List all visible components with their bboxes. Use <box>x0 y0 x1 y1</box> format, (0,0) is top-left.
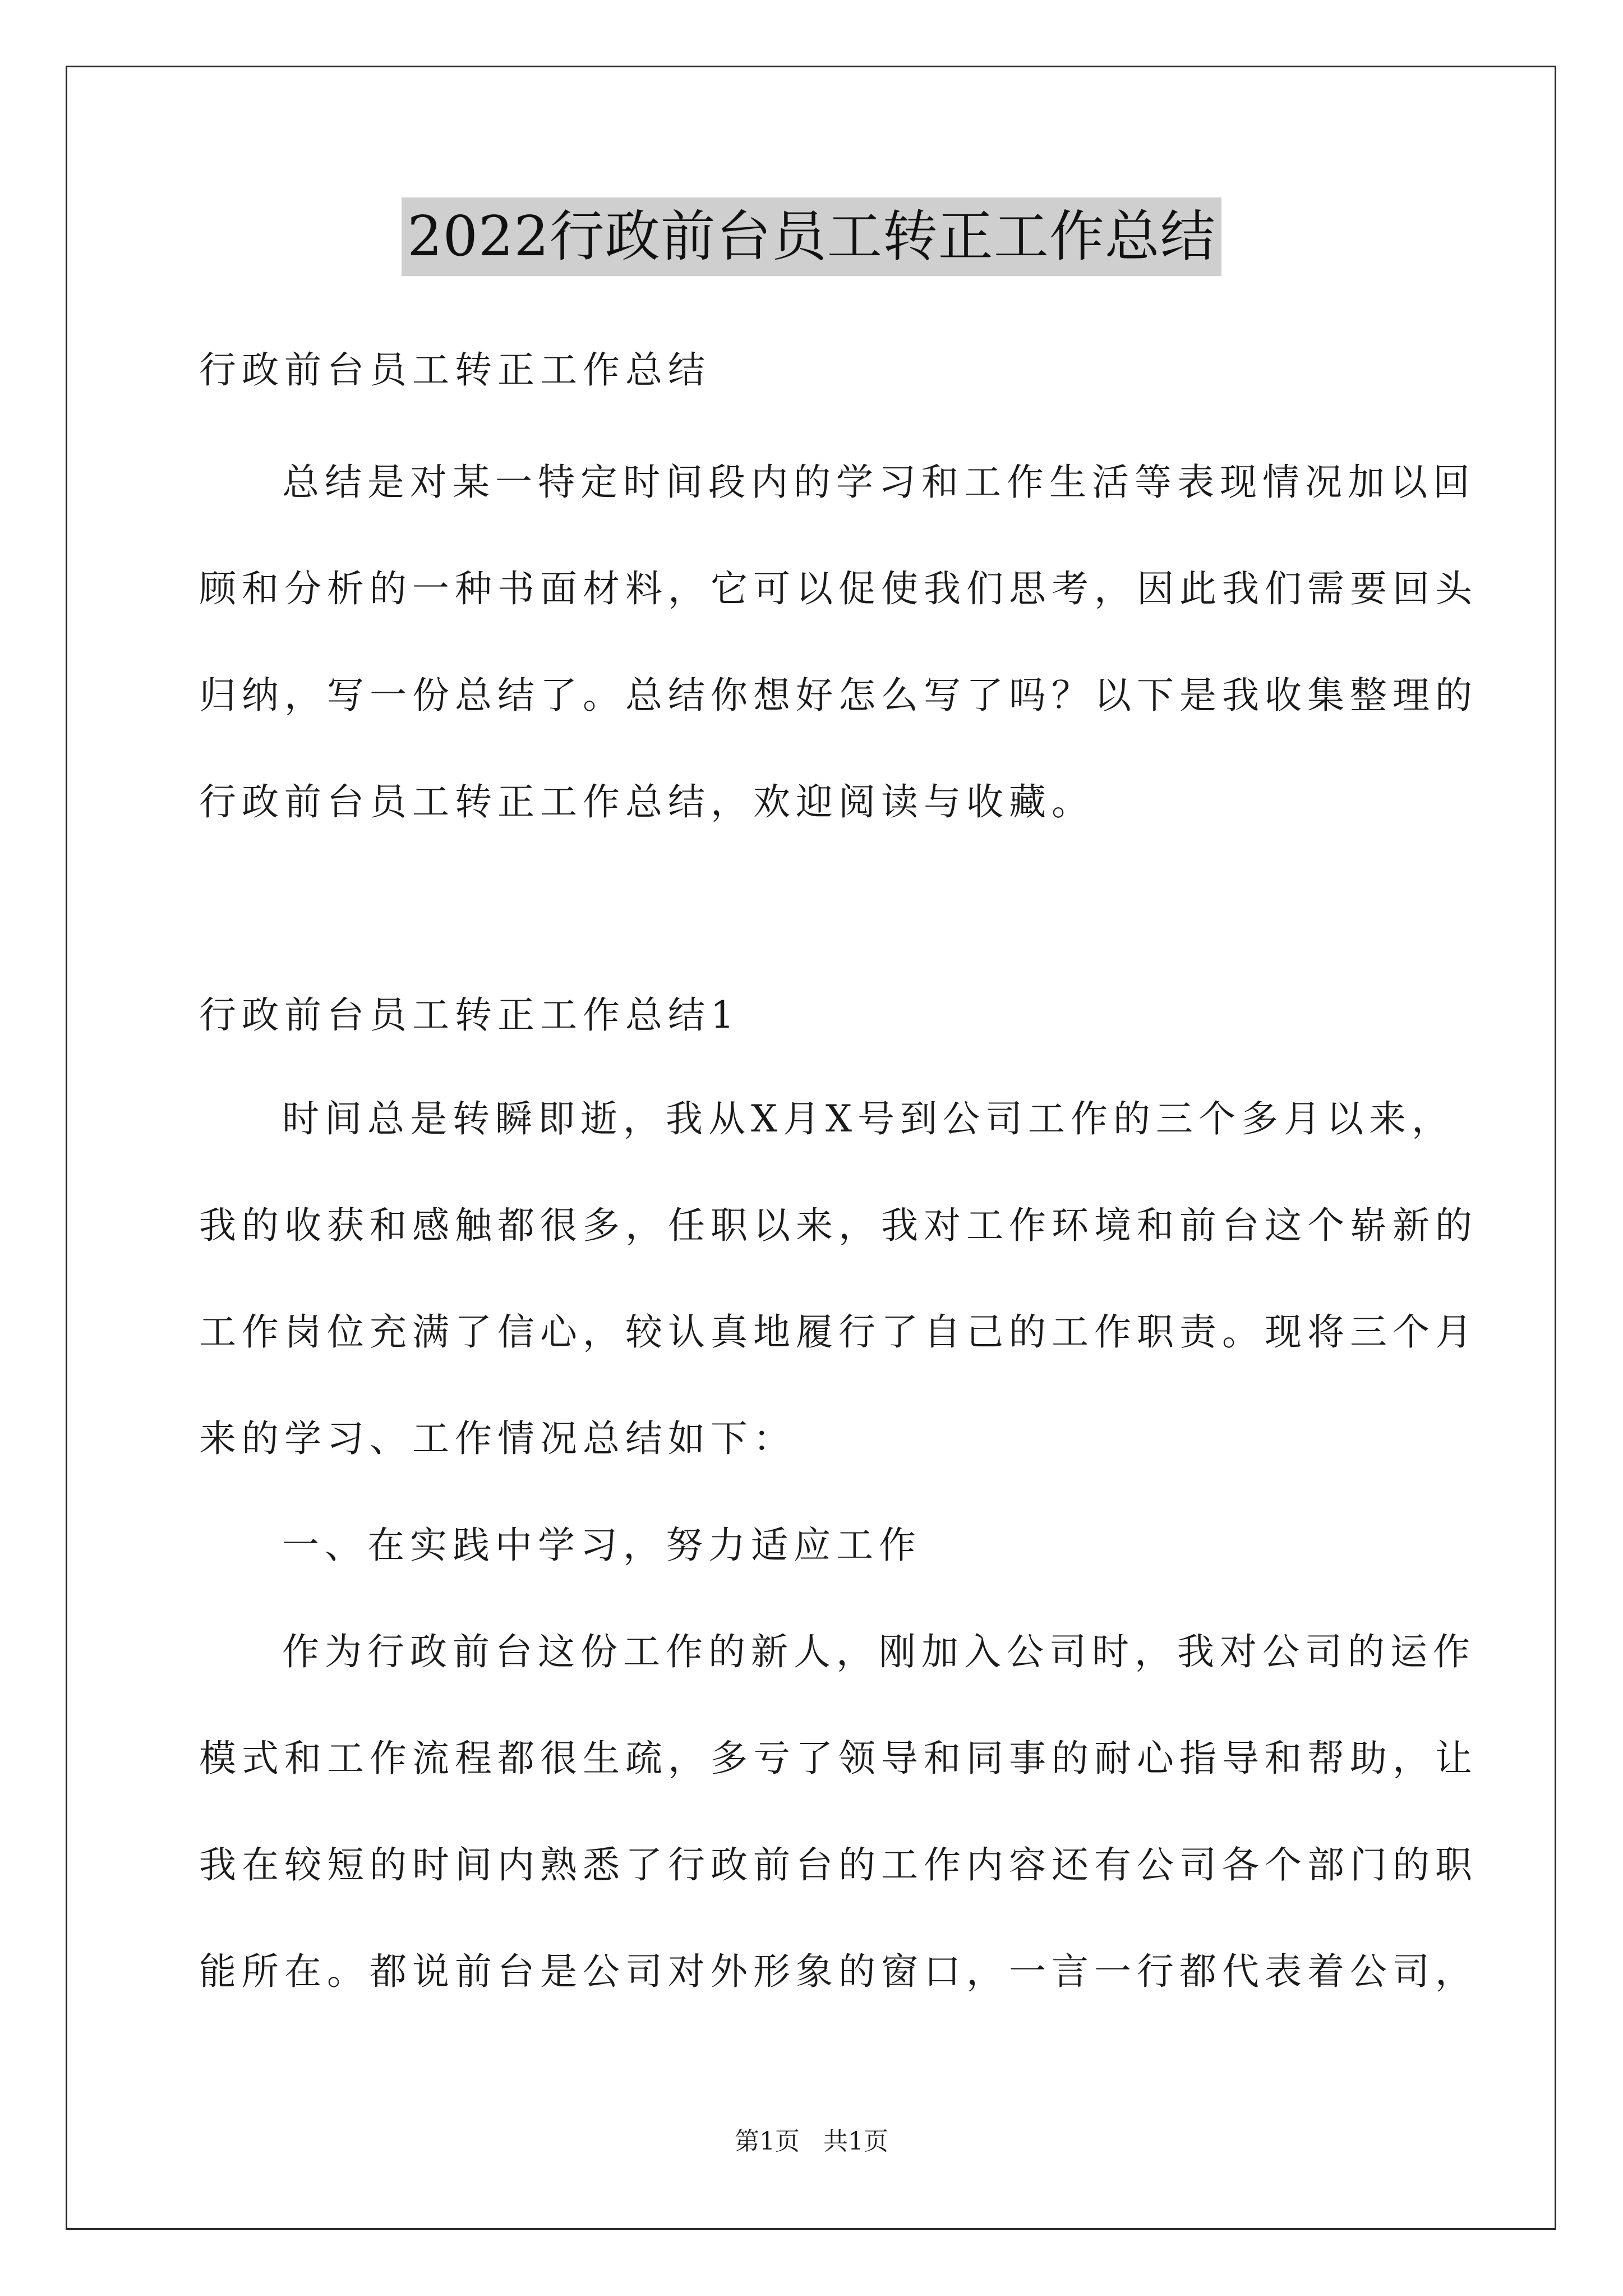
paragraph-line: 总结是对某一特定时间段内的学习和工作生活等表现情况加以回 <box>282 461 1476 504</box>
paragraph-line: 我在较短的时间内熟悉了行政前台的工作内容还有公司各个部门的职 <box>199 1843 1478 1887</box>
paragraph-line: 行政前台员工转正工作总结，欢迎阅读与收藏。 <box>199 780 1094 823</box>
title-block <box>0 197 1623 276</box>
page-total: 共1页 <box>823 2127 888 2156</box>
section-heading: 行政前台员工转正工作总结1 <box>199 993 740 1037</box>
paragraph-line: 顾和分析的一种书面材料，它可以促使我们思考，因此我们需要回头 <box>199 567 1478 610</box>
paragraph-line: 模式和工作流程都很生疏，多亏了领导和同事的耐心指导和帮助，让 <box>199 1737 1478 1780</box>
page-number: 第1页 <box>735 2127 800 2156</box>
page-footer <box>0 2126 1623 2157</box>
paragraph-line: 作为行政前台这份工作的新人，刚加入公司时，我对公司的运作 <box>282 1630 1476 1673</box>
paragraph-line: 归纳，写一份总结了。总结你想好怎么写了吗？以下是我收集整理的 <box>199 674 1478 717</box>
subheading: 行政前台员工转正工作总结 <box>199 348 711 392</box>
paragraph-line: 能所在。都说前台是公司对外形象的窗口，一言一行都代表着公司， <box>199 1950 1478 1993</box>
subsection-heading: 一、在实践中学习，努力适应工作 <box>282 1524 921 1567</box>
document-title: 2022行政前台员工转正工作总结 <box>402 197 1221 276</box>
paragraph-line: 工作岗位充满了信心，较认真地履行了自己的工作职责。现将三个月 <box>199 1310 1478 1354</box>
paragraph-line: 时间总是转瞬即逝，我从X月X号到公司工作的三个多月以来， <box>282 1097 1454 1140</box>
paragraph-line: 来的学习、工作情况总结如下： <box>199 1417 796 1460</box>
paragraph-line: 我的收获和感触都很多，任职以来，我对工作环境和前台这个崭新的 <box>199 1204 1478 1247</box>
